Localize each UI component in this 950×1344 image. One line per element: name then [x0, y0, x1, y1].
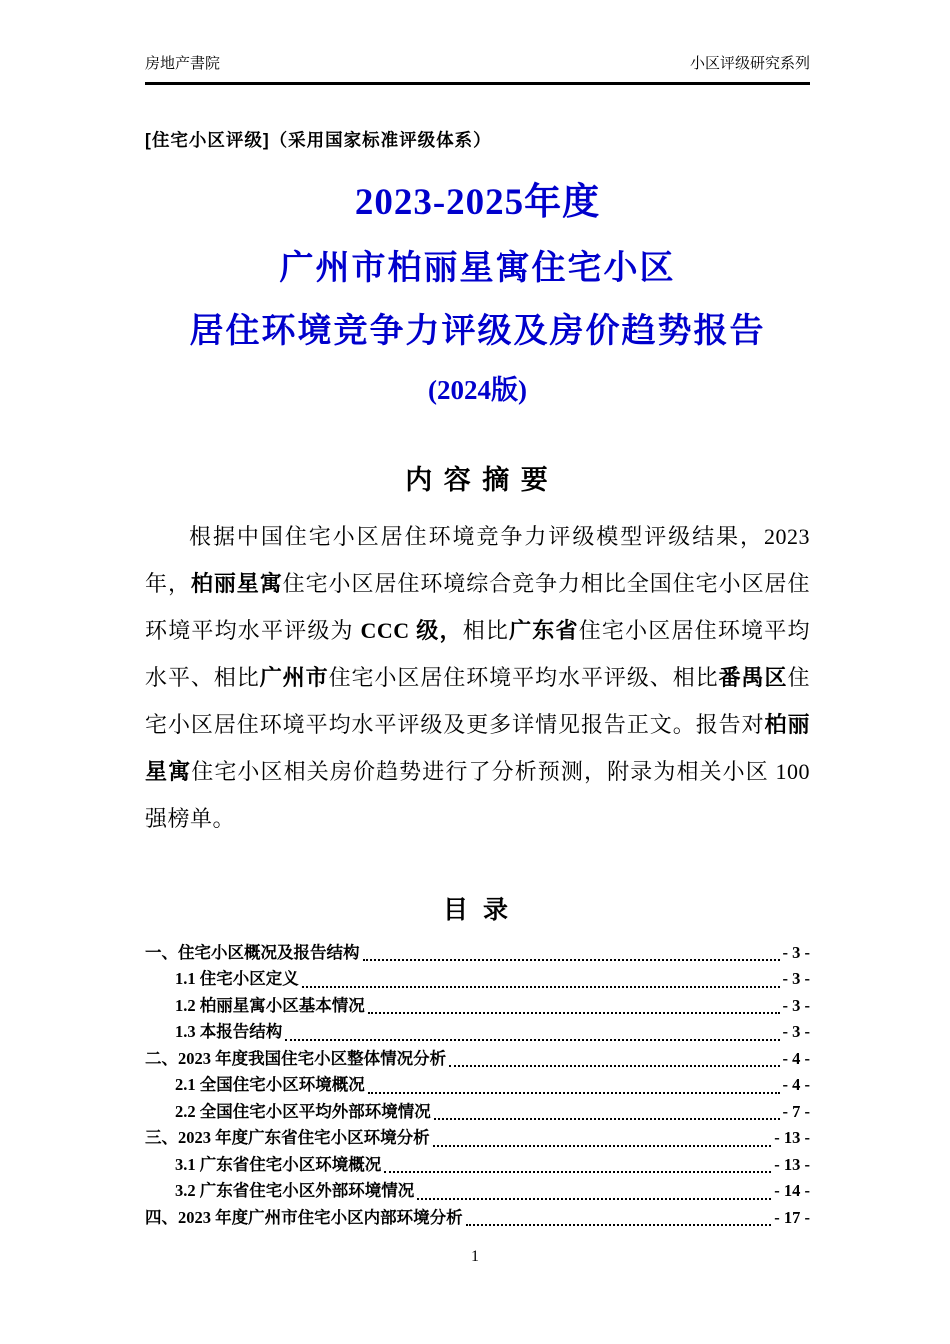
toc-entry-page: - 3 -	[782, 1022, 810, 1042]
toc-entry-label: 3.1 广东省住宅小区环境概况	[175, 1154, 382, 1174]
summary-bold-text: 柏丽星寓	[190, 570, 283, 596]
toc-entry-page: - 3 -	[782, 942, 810, 962]
toc-entry-page: - 4 -	[782, 1048, 810, 1068]
report-title-line-3: 居住环境竞争力评级及房价趋势报告	[189, 312, 766, 350]
toc-entry[interactable]	[145, 1072, 810, 1099]
toc-entry-page: - 4 -	[782, 1075, 810, 1095]
rating-system-tag: [住宅小区评级]（采用国家标准评级体系）	[145, 130, 492, 150]
toc-entry[interactable]	[145, 940, 810, 967]
toc-dot-leader	[285, 1039, 779, 1041]
toc-entry[interactable]	[145, 1178, 810, 1205]
toc-entry[interactable]	[145, 993, 810, 1020]
page-header	[145, 0, 810, 85]
summary-text: 住宅小区相关房价趋势进行了分析预测，附录为相关小区 100 强榜单。	[145, 758, 810, 831]
summary-paragraph	[145, 513, 810, 842]
report-title-edition: (2024版)	[428, 374, 527, 405]
toc-entry-page: - 13 -	[774, 1154, 810, 1174]
toc-entry-page: - 17 -	[774, 1207, 810, 1227]
toc-dot-leader	[466, 1224, 772, 1226]
summary-text: 相比	[462, 617, 510, 643]
toc-entry[interactable]	[145, 1019, 810, 1046]
summary-bold-text: 番禺区	[718, 664, 788, 690]
toc-entry[interactable]	[145, 1152, 810, 1179]
toc-dot-leader	[302, 986, 780, 988]
summary-bold-text: CCC 级，	[360, 617, 463, 643]
title-block	[145, 182, 810, 406]
toc-entry-label: 2.1 全国住宅小区环境概况	[175, 1075, 365, 1095]
summary-bold-text: 柏丽星寓	[145, 711, 810, 784]
toc-entry-label: 1.1 住宅小区定义	[175, 969, 299, 989]
summary-text: 住宅小区居住环境平均水平评级、相比	[328, 664, 719, 690]
header-left-text: 房地产書院	[145, 56, 221, 72]
summary-bold-text: 广东省	[509, 617, 579, 643]
summary-text: 住宅小区居住环境平均水平、相比	[145, 617, 810, 690]
summary-text: 住宅小区居住环境综合竞争力相比全国住宅小区居住环境平均水平评级为	[145, 570, 810, 643]
toc-entry-label: 3.2 广东省住宅小区外部环境情况	[175, 1181, 415, 1201]
toc-entry-label: 1.3 本报告结构	[175, 1022, 283, 1042]
toc-entry-label: 二、2023 年度我国住宅小区整体情况分析	[145, 1048, 447, 1068]
toc-dot-leader	[384, 1171, 771, 1173]
page-footer	[0, 1248, 950, 1266]
toc-dot-leader	[449, 1065, 779, 1067]
toc-dot-leader	[368, 1092, 780, 1094]
toc-entry-page: - 14 -	[774, 1181, 810, 1201]
report-title-line-2: 广州市柏丽星寓住宅小区	[279, 249, 676, 287]
toc-entry-page: - 3 -	[782, 969, 810, 989]
summary-text: 根据中国住宅小区居住环境竞争力评级模型评级结果，2023 年，	[145, 523, 810, 596]
toc-entry-label: 2.2 全国住宅小区平均外部环境情况	[175, 1101, 431, 1121]
toc-entry-label: 四、2023 年度广州市住宅小区内部环境分析	[145, 1207, 463, 1227]
toc-dot-leader	[417, 1198, 771, 1200]
toc-entry-page: - 3 -	[782, 995, 810, 1015]
report-title-line-1: 2023-2025年度	[354, 182, 601, 223]
toc-entry-page: - 13 -	[774, 1128, 810, 1148]
toc-entry[interactable]	[145, 966, 810, 993]
header-right-text: 小区评级研究系列	[689, 56, 810, 72]
toc-entry[interactable]	[145, 1125, 810, 1152]
toc-entry[interactable]	[145, 1099, 810, 1126]
toc-entry-label: 一、住宅小区概况及报告结构	[145, 942, 360, 962]
page-number: 1	[471, 1248, 479, 1265]
toc-entry[interactable]	[145, 1205, 810, 1232]
toc-entry-label: 1.2 柏丽星寓小区基本情况	[175, 995, 365, 1015]
toc-entry-page: - 7 -	[782, 1101, 810, 1121]
toc-heading: 目 录	[443, 895, 512, 924]
summary-text: 住宅小区居住环境平均水平评级及更多详情见报告正文。报告对	[145, 664, 810, 737]
toc-dot-leader	[433, 1145, 772, 1147]
summary-heading: 内 容 摘 要	[405, 464, 550, 495]
toc-dot-leader	[434, 1118, 780, 1120]
summary-bold-text: 广州市	[259, 664, 329, 690]
toc-list	[145, 940, 810, 1232]
toc-dot-leader	[363, 959, 780, 961]
toc-dot-leader	[368, 1012, 780, 1014]
toc-entry[interactable]	[145, 1046, 810, 1073]
toc-entry-label: 三、2023 年度广东省住宅小区环境分析	[145, 1128, 430, 1148]
